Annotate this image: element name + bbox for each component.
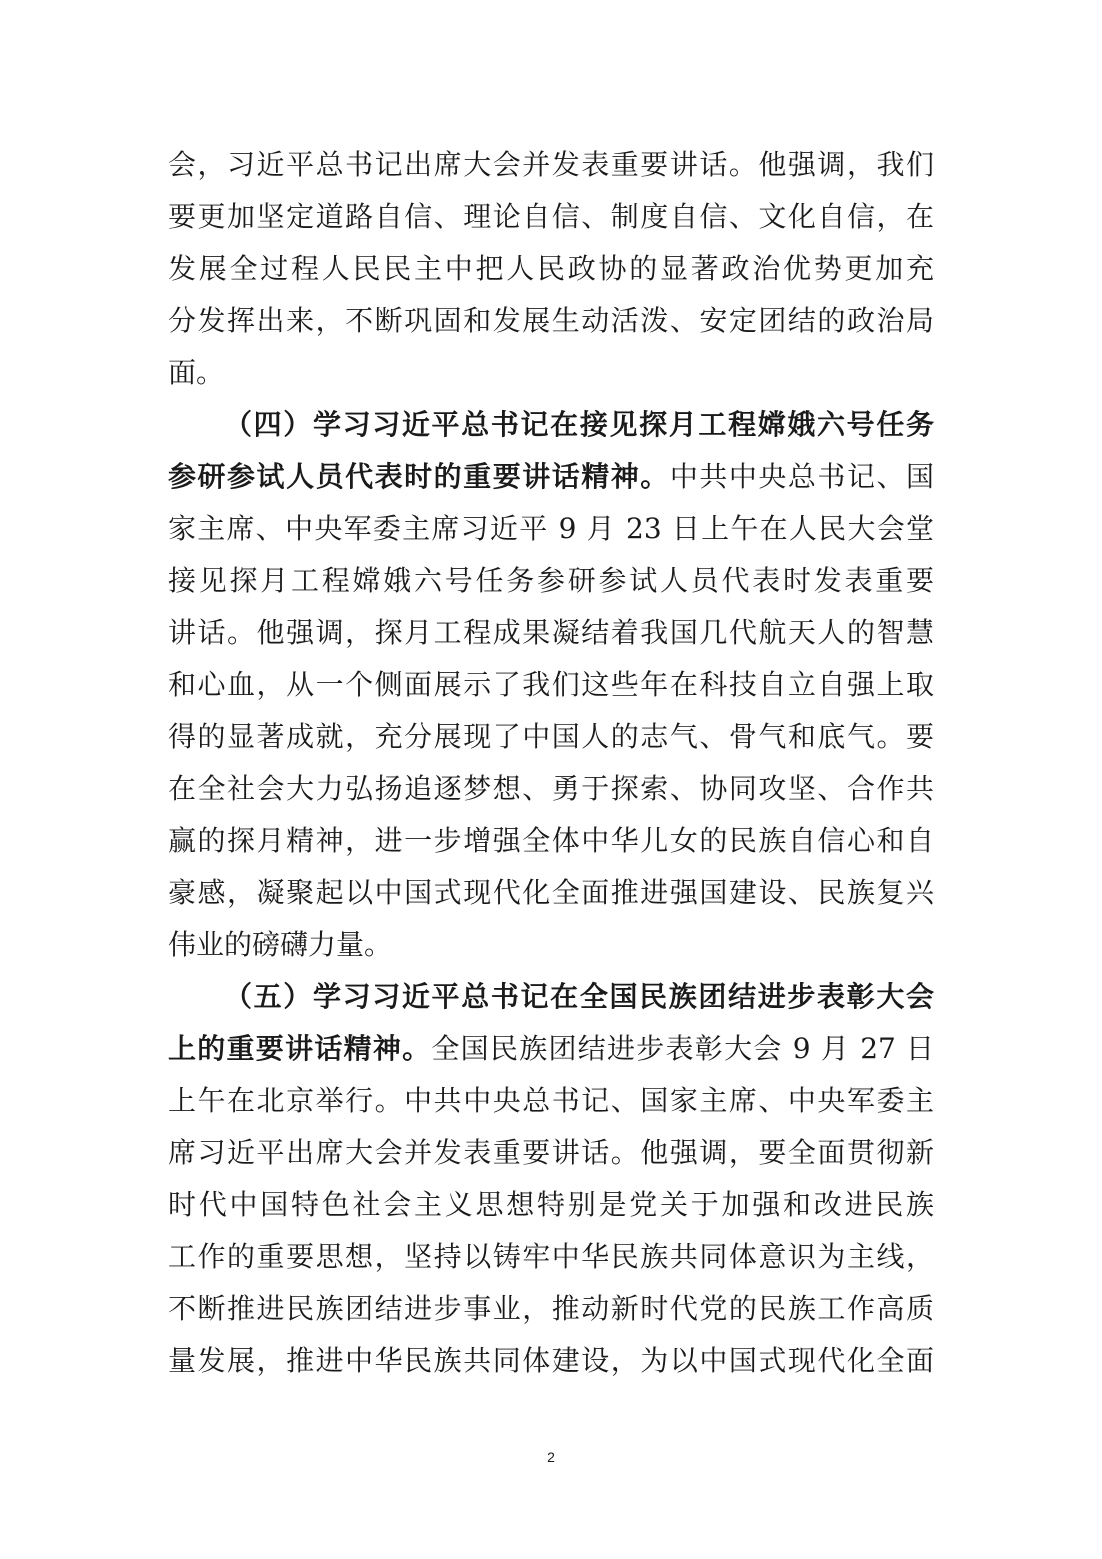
text-line <box>168 613 934 653</box>
text-line <box>168 1185 934 1225</box>
text-line <box>168 925 934 965</box>
text-line <box>168 197 934 237</box>
text-segment: 要更加坚定道路自信、理论自信、制度自信、文化自信，在 <box>168 200 934 233</box>
text-segment: 和心血，从一个侧面展示了我们这些年在科技自立自强上取 <box>168 668 934 701</box>
text-line <box>168 1133 934 1173</box>
text-segment: 得的显著成就，充分展现了中国人的志气、骨气和底气。要 <box>168 720 934 753</box>
text-segment: 发展全过程人民民主中把人民政协的显著政治优势更加充 <box>168 252 934 285</box>
text-segment: 席习近平出席大会并发表重要讲话。他强调，要全面贯彻新 <box>168 1136 934 1169</box>
text-line <box>168 457 934 497</box>
text-segment: 豪感，凝聚起以中国式现代化全面推进强国建设、民族复兴 <box>168 876 934 909</box>
text-line <box>168 249 934 289</box>
text-segment: 在全社会大力弘扬追逐梦想、勇于探索、协同攻坚、合作共 <box>168 772 934 805</box>
text-line <box>224 977 934 1017</box>
text-line <box>168 1081 934 1121</box>
text-line <box>168 665 934 705</box>
text-line <box>168 717 934 757</box>
bold-text-segment: （四）学习习近平总书记在接见探月工程嫦娥六号任务 <box>224 408 934 441</box>
text-segment: 时代中国特色社会主义思想特别是党关于加强和改进民族 <box>168 1188 934 1221</box>
text-segment: 讲话。他强调，探月工程成果凝结着我国几代航天人的智慧 <box>168 616 934 649</box>
bold-text-segment: （五）学习习近平总书记在全国民族团结进步表彰大会 <box>224 980 934 1013</box>
text-line <box>168 301 934 341</box>
text-line <box>168 1289 934 1329</box>
text-line <box>168 873 934 913</box>
bold-text-segment: 参研参试人员代表时的重要讲话精神。 <box>168 460 670 493</box>
text-segment: 面。 <box>168 356 225 389</box>
text-line <box>168 1341 934 1381</box>
text-line <box>168 561 934 601</box>
text-line <box>168 1029 934 1069</box>
text-line <box>224 405 934 445</box>
page-number: 2 <box>547 1449 555 1465</box>
text-segment: 全国民族团结进步表彰大会 9 月 27 日 <box>431 1032 934 1065</box>
text-segment: 不断推进民族团结进步事业，推动新时代党的民族工作高质 <box>168 1292 934 1325</box>
text-line <box>168 769 934 809</box>
text-line <box>168 1237 934 1277</box>
text-segment: 会，习近平总书记出席大会并发表重要讲话。他强调，我们 <box>168 148 934 181</box>
text-line <box>168 145 934 185</box>
text-segment: 工作的重要思想，坚持以铸牢中华民族共同体意识为主线， <box>168 1240 934 1273</box>
text-line <box>168 821 934 861</box>
text-segment: 上午在北京举行。中共中央总书记、国家主席、中央军委主 <box>168 1084 934 1117</box>
text-segment: 伟业的磅礴力量。 <box>168 928 393 961</box>
text-segment: 中共中央总书记、国 <box>669 460 934 493</box>
text-line <box>168 353 934 393</box>
text-segment: 分发挥出来，不断巩固和发展生动活泼、安定团结的政治局 <box>168 304 934 337</box>
text-segment: 赢的探月精神，进一步增强全体中华儿女的民族自信心和自 <box>168 824 934 857</box>
text-segment: 家主席、中央军委主席习近平 9 月 23 日上午在人民大会堂 <box>168 512 934 545</box>
text-line <box>168 509 934 549</box>
text-segment: 接见探月工程嫦娥六号任务参研参试人员代表时发表重要 <box>168 564 934 597</box>
bold-text-segment: 上的重要讲话精神。 <box>168 1032 432 1065</box>
text-segment: 量发展，推进中华民族共同体建设，为以中国式现代化全面 <box>168 1344 934 1377</box>
